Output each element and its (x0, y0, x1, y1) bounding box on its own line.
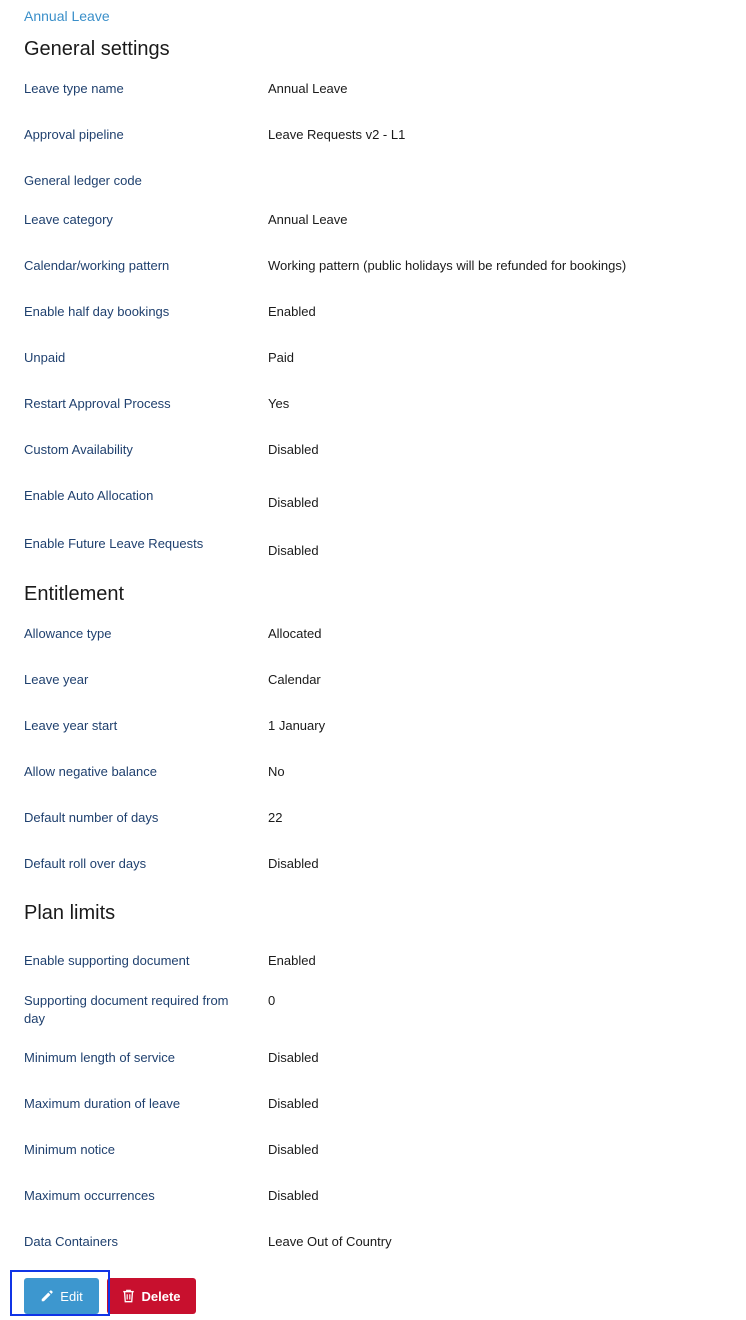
value-minimum-notice: Disabled (268, 1142, 319, 1157)
edit-button[interactable] (24, 1278, 99, 1314)
value-unpaid: Paid (268, 350, 295, 365)
delete-button[interactable] (107, 1278, 196, 1314)
value-restart-approval-process: Yes (268, 396, 290, 411)
value-leave-category: Annual Leave (268, 212, 348, 227)
label-restart-approval-process: Restart Approval Process (24, 396, 171, 411)
label-calendar-working-pattern: Calendar/working pattern (24, 258, 170, 273)
label-leave-year: Leave year (24, 672, 89, 687)
value-allowance-type: Allocated (268, 626, 322, 641)
edit-button-label: Edit (60, 1288, 83, 1304)
section-title-general-settings: General settings (24, 38, 170, 60)
breadcrumb-annual-leave-link[interactable]: Annual Leave (24, 8, 110, 24)
value-enable-half-day-bookings: Enabled (268, 304, 316, 319)
label-supporting-document-required-from-day: Supporting document required from day (24, 993, 229, 1026)
value-maximum-duration-of-leave: Disabled (268, 1096, 319, 1111)
label-maximum-duration-of-leave: Maximum duration of leave (24, 1096, 181, 1111)
value-allow-negative-balance: No (268, 764, 285, 779)
label-allowance-type: Allowance type (24, 626, 112, 641)
label-leave-category: Leave category (24, 212, 113, 227)
value-data-containers: Leave Out of Country (268, 1234, 392, 1249)
section-title-plan-limits: Plan limits (24, 902, 116, 924)
trash-icon (122, 1289, 135, 1303)
value-enable-supporting-document: Enabled (268, 953, 316, 968)
value-enable-future-leave-requests: Disabled (268, 543, 319, 558)
label-maximum-occurrences: Maximum occurrences (24, 1188, 155, 1203)
value-custom-availability: Disabled (268, 442, 319, 457)
label-minimum-length-of-service: Minimum length of service (24, 1050, 175, 1065)
label-leave-type-name: Leave type name (24, 81, 124, 96)
value-minimum-length-of-service: Disabled (268, 1050, 319, 1065)
value-leave-type-name: Annual Leave (268, 81, 348, 96)
label-enable-half-day-bookings: Enable half day bookings (24, 304, 170, 319)
label-default-number-of-days: Default number of days (24, 810, 159, 825)
label-default-roll-over-days: Default roll over days (24, 856, 147, 871)
label-unpaid: Unpaid (24, 350, 66, 365)
label-approval-pipeline: Approval pipeline (24, 127, 124, 142)
value-supporting-document-required-from-day: 0 (268, 993, 276, 1008)
value-calendar-working-pattern: Working pattern (public holidays will be refunded for bookings) (268, 258, 627, 273)
section-title-entitlement: Entitlement (24, 583, 125, 605)
label-enable-auto-allocation: Enable Auto Allocation (24, 488, 154, 503)
pencil-icon (40, 1289, 54, 1303)
delete-button-label: Delete (141, 1288, 181, 1304)
label-minimum-notice: Minimum notice (24, 1142, 116, 1157)
label-enable-supporting-document: Enable supporting document (24, 953, 190, 968)
label-data-containers: Data Containers (24, 1234, 118, 1249)
value-leave-year: Calendar (268, 672, 321, 687)
value-enable-auto-allocation: Disabled (268, 495, 319, 510)
value-maximum-occurrences: Disabled (268, 1188, 319, 1203)
label-enable-future-leave-requests: Enable Future Leave Requests (24, 536, 204, 551)
value-default-number-of-days: 22 (268, 810, 283, 825)
label-leave-year-start: Leave year start (24, 718, 118, 733)
value-leave-year-start: 1 January (268, 718, 326, 733)
label-allow-negative-balance: Allow negative balance (24, 764, 157, 779)
label-custom-availability: Custom Availability (24, 442, 133, 457)
value-approval-pipeline: Leave Requests v2 - L1 (268, 127, 406, 142)
value-default-roll-over-days: Disabled (268, 856, 319, 871)
label-general-ledger-code: General ledger code (24, 173, 142, 188)
